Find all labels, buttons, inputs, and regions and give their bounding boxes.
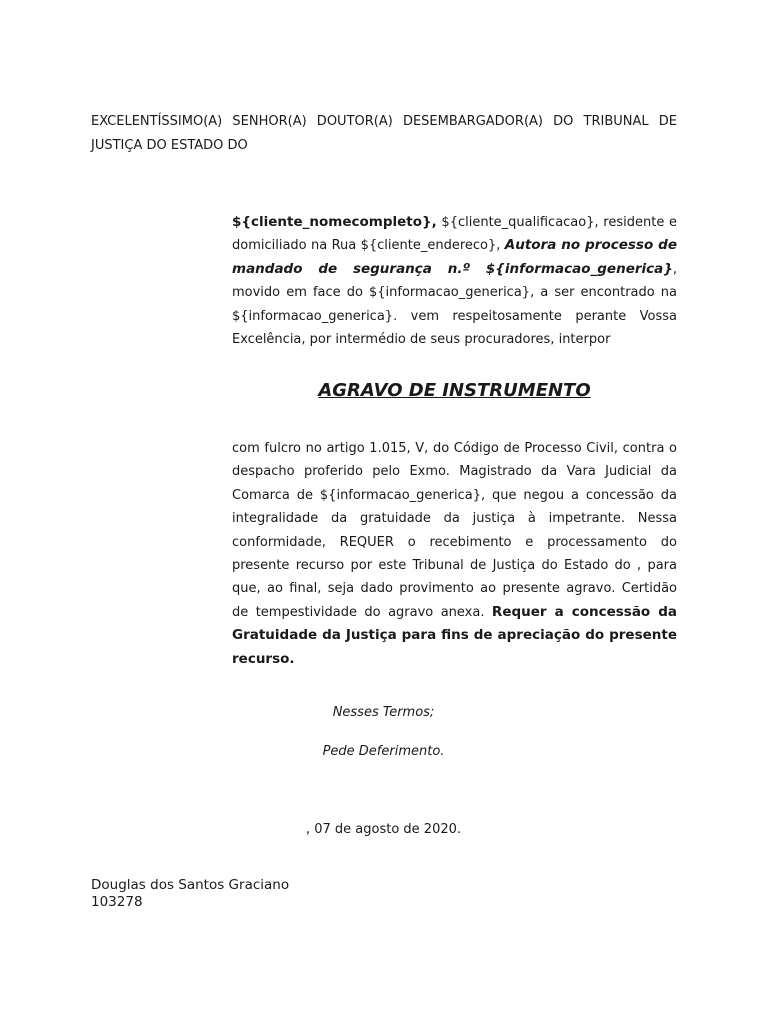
document-date: , 07 de agosto de 2020. [305,822,462,837]
gratuity-request: Requer a concessão da Gratuidade da Justiça para fins de apreciação do presente recurso. [232,603,678,667]
closing-request: Pede Deferimento. [322,744,445,759]
body-paragraph [232,437,677,671]
addressee-heading: EXCELENTÍSSIMO(A) SENHOR(A) DOUTOR(A) DESEMBARGADOR(A) DO TRIBUNAL DE JUSTIÇA DO ESTADO DO [91,114,677,153]
signer-number: 103278 [91,894,143,910]
signer-name: Douglas dos Santos Graciano [91,877,290,893]
document-title: AGRAVO DE INSTRUMENTO [318,380,591,401]
process-reference: Autora no processo de mandado de segurança n.º ${informacao_generica} [232,237,677,277]
closing-terms: Nesses Termos; [332,705,435,720]
body-text: com fulcro no artigo 1.015, V, do Código de Processo Civil, contra o despacho proferido pelo Exmo. Magistrado da Vara Judicial da Comarca de ${informacao_generica}, que negou a concessão da integralidade da gratuidade da justiça à impetrante. Nessa conformidade, REQUER o recebimento e processamento do presente recurso por este Tribunal de Justiça do Estado do , para que, ao final, seja dado provimento ao presente agravo. Certidão de tempestividade do agravo anexa. [232,441,677,620]
client-name: ${cliente_nomecompleto}, [232,214,437,230]
intro-text-part-1: ${cliente_qualificacao}, residente e domiciliado na Rua ${cliente_endereco}, [232,215,677,254]
intro-paragraph [232,211,677,351]
intro-text-part-2: , movido em face do ${informacao_generica}, a ser encontrado na ${informacao_generica}. vem respeitosamente perante Vossa Excelência, por intermédio de seus procuradores, interpor [232,261,677,348]
signature-block [91,877,289,911]
